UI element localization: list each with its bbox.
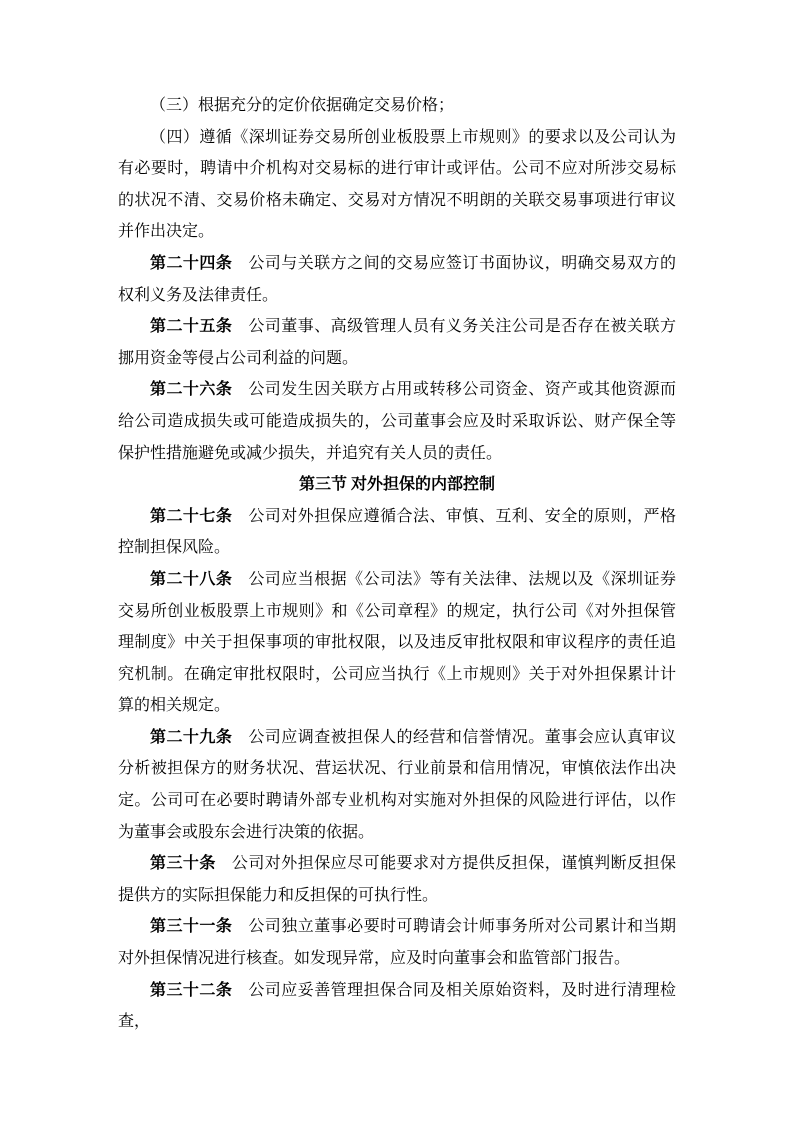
- article-paragraph: [118, 248, 676, 311]
- article-paragraph: [118, 374, 676, 469]
- article-text: 公司应当根据《公司法》等有关法律、法规以及《深圳证券交易所创业板股票上市规则》和《公司章程》的规定，执行公司《对外担保管理制度》中关于担保事项的审批权限，以及违反审批权限和审议程序的责任追究机制。在确定审批权限时，公司应当执行《上市规则》关于对外担保累计计算的相关规定。: [118, 570, 676, 715]
- article-text: 公司应妥善管理担保合同及相关原始资料，及时进行清理检查，: [118, 981, 676, 1031]
- article-paragraph: [118, 311, 676, 374]
- article-number: 第二十九条: [150, 728, 233, 746]
- article-text: 公司董事、高级管理人员有义务关注公司是否存在被关联方挪用资金等侵占公司利益的问题。: [118, 318, 676, 367]
- section-heading: 第三节 对外担保的内部控制: [298, 476, 495, 494]
- article-text: 公司与关联方之间的交易应签订书面协议，明确交易双方的权利义务及法律责任。: [118, 254, 676, 304]
- article-paragraph: [118, 848, 676, 911]
- article-number: 第二十四条: [150, 254, 233, 272]
- article-number: 第三十条: [150, 855, 216, 873]
- document-content: [118, 90, 676, 1038]
- article-number: 第二十五条: [150, 318, 233, 336]
- body-paragraph: （四）遵循《深圳证券交易所创业板股票上市规则》的要求以及公司认为有必要时，聘请中介机构对交易标的进行审计或评估。公司不应对所涉交易标的状况不清、交易价格未确定、交易对方情况不明朗的关联交易事项进行审议并作出决定。: [118, 128, 676, 241]
- article-paragraph: [118, 501, 676, 564]
- article-paragraph: [118, 564, 676, 722]
- body-paragraph: （三）根据充分的定价依据确定交易价格；: [150, 97, 455, 114]
- article-text: 公司对外担保应遵循合法、审慎、互利、安全的原则，严格控制担保风险。: [118, 507, 676, 557]
- article-number: 第三十二条: [150, 981, 233, 999]
- article-number: 第二十八条: [150, 570, 233, 588]
- article-number: 第二十七条: [150, 507, 233, 525]
- article-number: 第二十六条: [150, 381, 233, 399]
- article-text: 公司应调查被担保人的经营和信誉情况。董事会应认真审议分析被担保方的财务状况、营运状况、行业前景和信用情况，审慎依法作出决定。公司可在必要时聘请外部专业机构对实施对外担保的风险进行评估，以作为董事会或股东会进行决策的依据。: [118, 728, 676, 841]
- article-number: 第三十一条: [150, 918, 233, 936]
- article-paragraph: [118, 911, 676, 974]
- article-text: 公司发生因关联方占用或转移公司资金、资产或其他资源而给公司造成损失或可能造成损失的，公司董事会应及时采取诉讼、财产保全等保护性措施避免或减少损失，并追究有关人员的责任。: [118, 381, 676, 462]
- article-text: 公司独立董事必要时可聘请会计师事务所对公司累计和当期对外担保情况进行核查。如发现异常，应及时向董事会和监管部门报告。: [118, 918, 676, 968]
- article-text: 公司对外担保应尽可能要求对方提供反担保，谨慎判断反担保提供方的实际担保能力和反担保的可执行性。: [118, 855, 676, 904]
- article-paragraph: [118, 722, 676, 848]
- article-paragraph: [118, 975, 676, 1038]
